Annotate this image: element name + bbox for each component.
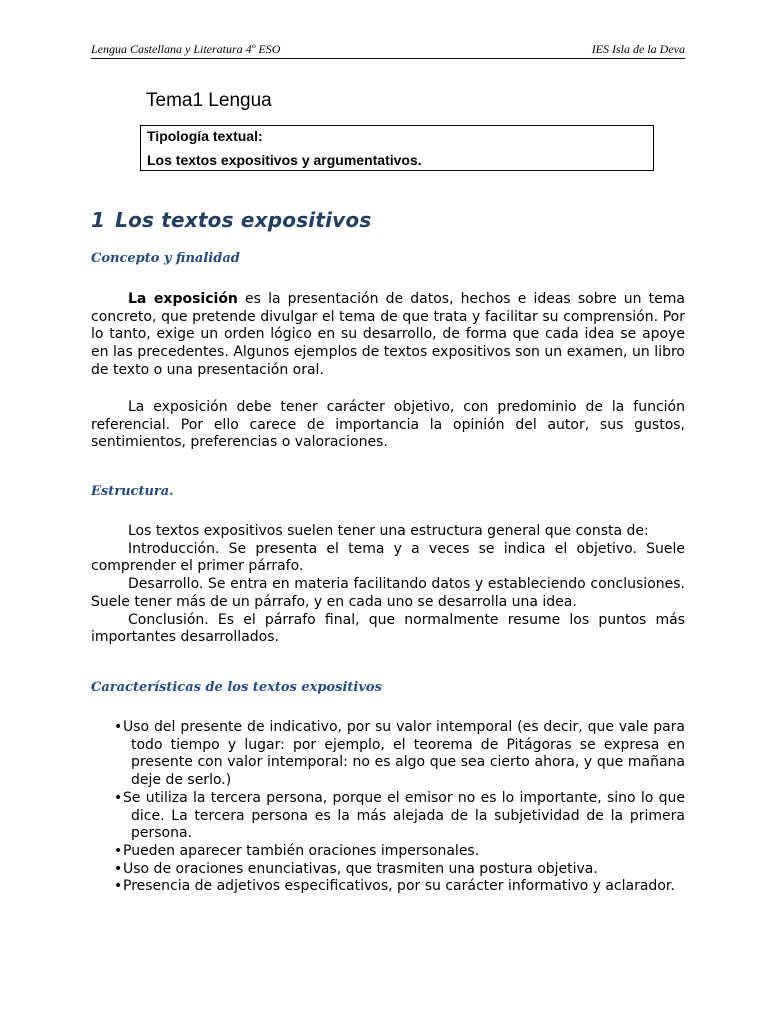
list-item: •Pueden aparecer también oraciones impersonales.: [114, 842, 480, 859]
bullet-icon: •: [114, 789, 123, 806]
subheading-estructura: Estructura.: [91, 484, 174, 499]
structure-conclusion: Conclusión. Es el párrafo final, que normalmente resume los puntos más importantes desarrollados.: [91, 611, 685, 646]
header-school: IES Isla de la Deva: [591, 42, 685, 56]
paragraph-exposicion-definition: [91, 291, 685, 380]
topic-title: Tema1 Lengua: [146, 90, 272, 111]
header-course: Lengua Castellana y Literatura 4º ESO: [91, 42, 281, 56]
list-item: •Uso de oraciones enunciativas, que trasmiten una postura objetiva.: [114, 860, 598, 877]
structure-introduccion: Introducción. Se presenta el tema y a veces se indica el objetivo. Suele comprender el primer párrafo.: [91, 540, 685, 575]
list-item: •Se utiliza la tercera persona, porque el emisor no es lo importante, sino lo que dice. La tercera persona es la más alejada de la subjetividad de la primera persona.: [114, 789, 685, 842]
list-item: •Presencia de adjetivos especificativos, por su carácter informativo y aclarador.: [114, 878, 675, 895]
subheading-caracteristicas: Características de los textos expositivos: [91, 680, 382, 695]
bullet-icon: •: [114, 878, 123, 895]
section-title: Los textos expositivos: [115, 208, 372, 232]
bullet-icon: •: [114, 719, 123, 735]
term-la-exposicion: La exposición: [128, 291, 238, 307]
bullet-icon: •: [114, 860, 123, 877]
bullet-icon: •: [114, 842, 123, 859]
objetividad-text: La exposición debe tener carácter objetivo, con predominio de la función referencial. Por ello carece de importancia la opinión del autor, sus gustos, sentimientos, preferencias o valoraciones.: [91, 399, 685, 451]
features-list: [91, 719, 685, 896]
paragraph-objetividad: [91, 399, 685, 452]
typology-box: [140, 125, 654, 171]
structure-desarrollo: Desarrollo. Se entra en materia facilitando datos y estableciendo conclusiones. Suele tener más de un párrafo, y en cada uno se desarrolla una idea.: [91, 576, 685, 610]
typology-subject: Los textos expositivos y argumentativos.: [147, 152, 422, 168]
structure-block: [91, 523, 685, 647]
typology-label: Tipología textual:: [147, 128, 263, 144]
list-item: •Uso del presente de indicativo, por su valor intemporal (es decir, que vale para todo tiempo y lugar: por ejemplo, el teorema de Pitágoras se expresa en presente con valor intemporal: no es algo que sea cierto ahora, y que mañana deje de serlo.): [114, 719, 685, 789]
definition-text: es la presentación de datos, hechos e ideas sobre un tema concreto, que pretende divulgar el tema de que trata y facilitar su comprensión. Por lo tanto, exige un orden lógico en su desarrollo, de forma que cada idea se apoye en las precedentes. Algunos ejemplos de textos expositivos son un examen, un libro de texto o una presentación oral.: [91, 291, 685, 378]
structure-intro: Los textos expositivos suelen tener una estructura general que consta de:: [128, 523, 649, 539]
section-heading: [91, 208, 371, 232]
page-header: [91, 41, 685, 59]
subheading-concepto: Concepto y finalidad: [91, 251, 240, 266]
section-number: 1: [91, 208, 106, 232]
